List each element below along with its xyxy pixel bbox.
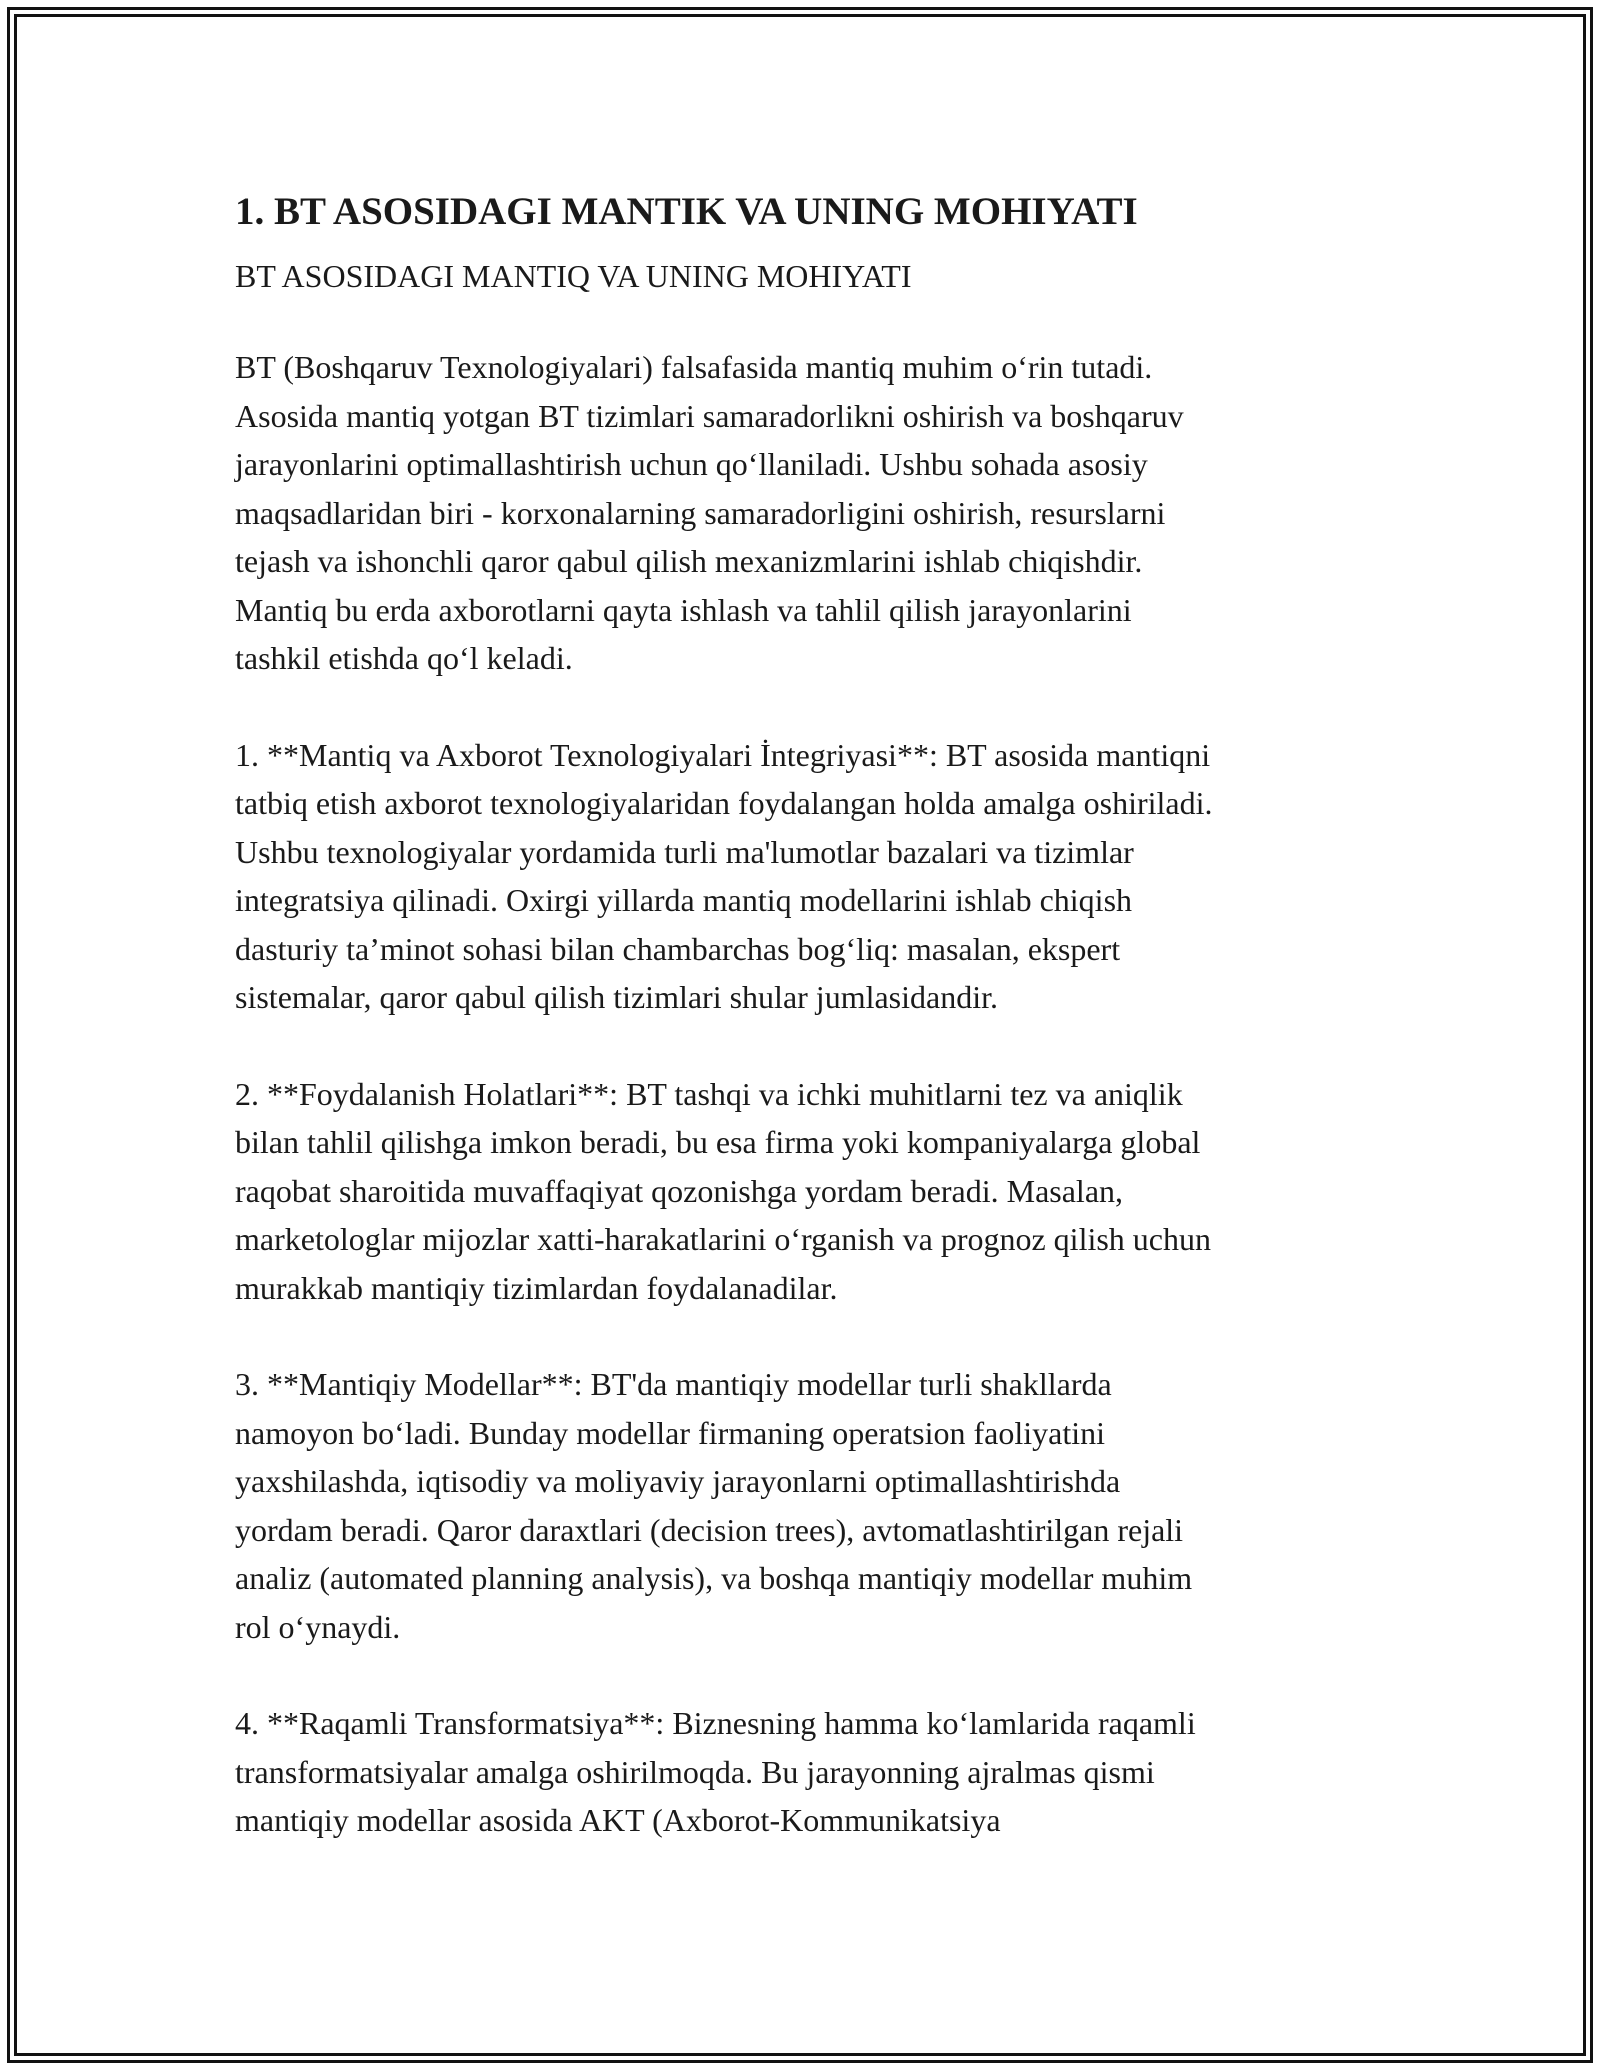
paragraph-line: rol o‘ynaydi. <box>235 1608 401 1645</box>
paragraph-line: marketologlar mijozlar xatti-harakatlarini o‘rganish va prognoz qilish uchun <box>235 1221 1211 1257</box>
paragraph-item-2 <box>235 1070 1385 1313</box>
paragraph-line: BT (Boshqaruv Texnologiyalari) falsafasida mantiq muhim o‘rin tutadi. <box>235 349 1153 385</box>
paragraph-line: maqsadlaridan biri - korxonalarning samaradorligini oshirish, resurslarni <box>235 494 1166 531</box>
paragraph-line: murakkab mantiqiy tizimlardan foydalanadilar. <box>235 1269 838 1306</box>
document-body <box>235 184 1385 1893</box>
paragraph-line: namoyon bo‘ladi. Bunday modellar firmaning operatsion faoliyatini <box>235 1414 1106 1451</box>
paragraph-item-4 <box>235 1699 1385 1845</box>
paragraph-line: tashkil etishda qo‘l keladi. <box>235 640 573 676</box>
paragraph-item-1 <box>235 731 1385 1022</box>
paragraph-line: Ushbu texnologiyalar yordamida turli ma'lumotlar bazalari va tizimlar <box>235 833 1134 870</box>
document-heading: 1. BT ASOSIDAGI MANTIK VA UNING MOHIYATI <box>235 190 1138 233</box>
paragraph-line: raqobat sharoitida muvaffaqiyat qozonishga yordam beradi. Masalan, <box>235 1172 1124 1209</box>
paragraph-intro <box>235 343 1385 683</box>
paragraph-line: 4. **Raqamli Transformatsiya**: Biznesning hamma ko‘lamlarida raqamli <box>235 1705 1196 1741</box>
paragraph-line: 3. **Mantiqiy Modellar**: BT'da mantiqiy modellar turli shakllarda <box>235 1366 1112 1402</box>
paragraph-line: yaxshilashda, iqtisodiy va moliyaviy jarayonlarni optimallashtirishda <box>235 1463 1121 1499</box>
paragraph-line: mantiqiy modellar asosida AKT (Axborot-Kommunikatsiya <box>235 1802 1001 1838</box>
paragraph-line: bilan tahlil qilishga imkon beradi, bu esa firma yoki kompaniyalarga global <box>235 1124 1201 1160</box>
document-subtitle: BT ASOSIDAGI MANTIQ VA UNING MOHIYATI <box>235 258 912 294</box>
paragraph-line: 2. **Foydalanish Holatlari**: BT tashqi va ichki muhitlarni tez va aniqlik <box>235 1075 1183 1112</box>
paragraph-item-3 <box>235 1360 1385 1651</box>
paragraph-line: transformatsiyalar amalga oshirilmoqda. Bu jarayonning ajralmas qismi <box>235 1753 1155 1790</box>
paragraph-line: Mantiq bu erda axborotlarni qayta ishlash va tahlil qilish jarayonlarini <box>235 591 1132 628</box>
paragraph-line: integratsiya qilinadi. Oxirgi yillarda mantiq modellarini ishlab chiqish <box>235 882 1133 918</box>
paragraph-line: dasturiy ta’minot sohasi bilan chambarchas bog‘liq: masalan, ekspert <box>235 930 1121 967</box>
paragraph-line: tatbiq etish axborot texnologiyalaridan foydalangan holda amalga oshiriladi. <box>235 785 1213 821</box>
paragraph-line: jarayonlarini optimallashtirish uchun qo‘llaniladi. Ushbu sohada asosiy <box>235 446 1148 482</box>
paragraph-line: Asosida mantiq yotgan BT tizimlari samaradorlikni oshirish va boshqaruv <box>235 397 1184 434</box>
paragraph-line: 1. **Mantiq va Axborot Texnologiyalari İntegriyasi**: BT asosida mantiqni <box>235 736 1211 773</box>
paragraph-line: tejash va ishonchli qaror qabul qilish mexanizmlarini ishlab chiqishdir. <box>235 543 1143 579</box>
paragraph-line: sistemalar, qaror qabul qilish tizimlari shular jumlasidandir. <box>235 979 998 1015</box>
paragraph-line: analiz (automated planning analysis), va boshqa mantiqiy modellar muhim <box>235 1560 1193 1596</box>
paragraph-line: yordam beradi. Qaror daraxtlari (decision trees), avtomatlashtirilgan rejali <box>235 1511 1184 1548</box>
